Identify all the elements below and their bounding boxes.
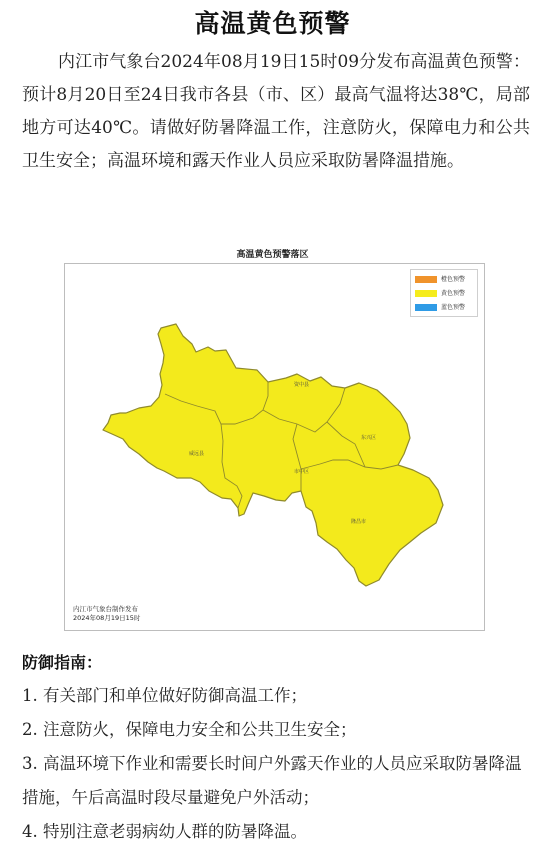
map-issuer: [73, 605, 140, 623]
blue-swatch: [415, 304, 437, 311]
legend-item-yellow: [415, 289, 465, 298]
map-svg: [65, 264, 484, 630]
county-label-zizhong: 资中县: [294, 382, 310, 388]
yellow-swatch: [415, 290, 437, 297]
map-legend: [410, 269, 478, 317]
guide-item: 3. 高温环境下作业和需要长时间户外露天作业的人员应采取防暑降温措施，午后高温时段尽量避免户外活动；: [22, 754, 522, 807]
guide-item: 1. 有关部门和单位做好防御高温工作；: [22, 686, 307, 705]
warning-paragraph: 内江市气象台2024年08月19日15时09分发布高温黄色预警：预计8月20日至24日我市各县（市、区）最高气温将达38℃，局部地方可达40℃。请做好防暑降温工作，注意防火，保障电力和公共卫生安全；高温环境和露天作业人员应采取防暑降温措施。: [22, 52, 530, 171]
orange-swatch: [415, 276, 437, 283]
issuer-name: 内江市气象台制作发布: [73, 605, 138, 613]
guide-heading: 防御指南：: [22, 653, 103, 672]
county-label-weiyuan: 威远县: [189, 451, 205, 457]
warning-map: [64, 263, 485, 631]
legend-item-orange: [415, 275, 465, 284]
legend-label: 黄色预警: [441, 290, 466, 297]
issued-time: 2024年08月19日15时: [73, 614, 141, 622]
county-label-shizhong: 市中区: [294, 469, 310, 475]
guide-item: 4. 特别注意老弱病幼人群的防暑降温。: [22, 822, 307, 841]
guide-item: 2. 注意防火，保障电力安全和公共卫生安全；: [22, 720, 357, 739]
county-label-longchang: 隆昌市: [351, 519, 367, 525]
legend-label: 蓝色预警: [441, 304, 466, 311]
warning-region: [103, 324, 443, 586]
page-title: 高温黄色预警: [194, 9, 351, 38]
county-label-dongxing: 东兴区: [361, 435, 377, 441]
legend-item-blue: [415, 303, 465, 312]
map-title: 高温黄色预警落区: [236, 250, 309, 260]
legend-label: 橙色预警: [441, 276, 466, 283]
guide-list: [22, 679, 530, 849]
